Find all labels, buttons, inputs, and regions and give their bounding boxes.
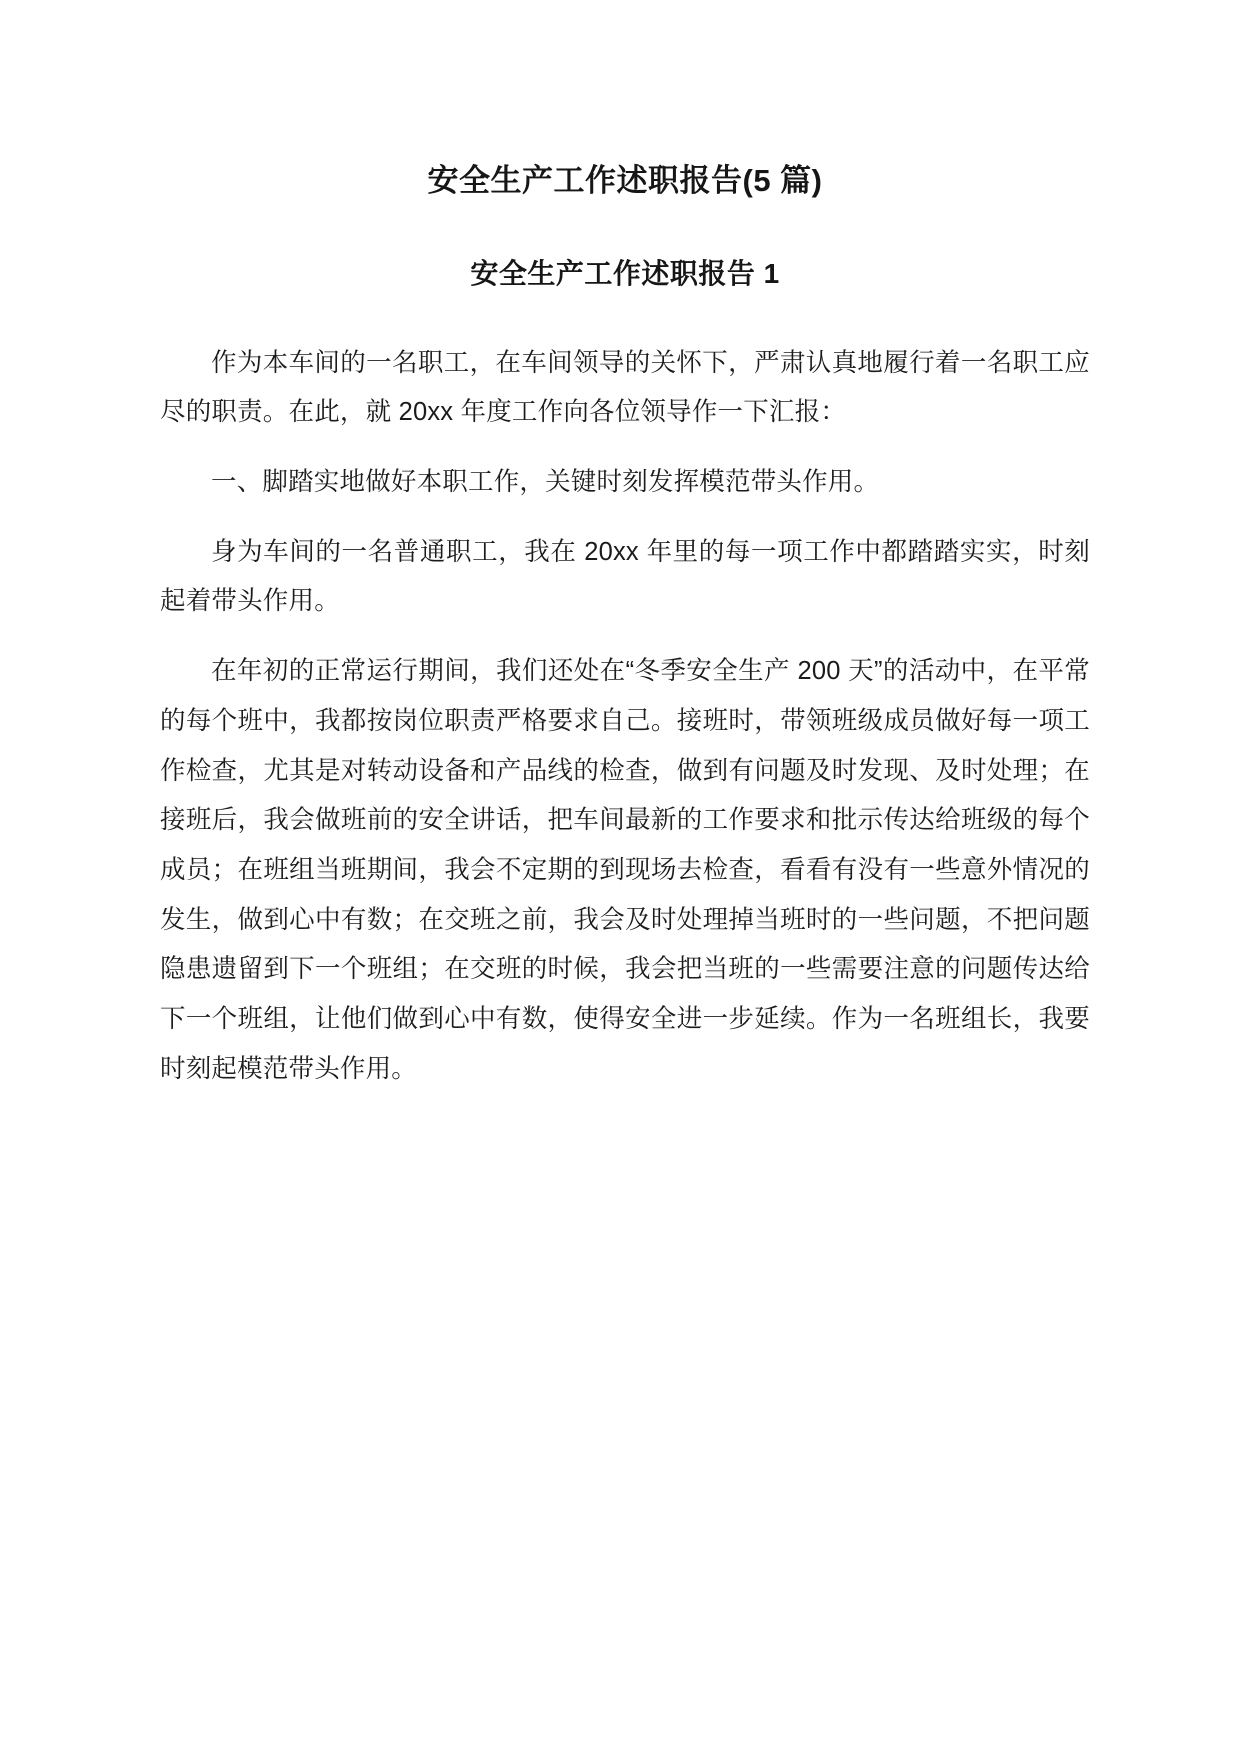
paragraph: 身为车间的一名普通职工，我在 20xx 年里的每一项工作中都踏踏实实，时刻起着带头作用。: [160, 537, 1090, 616]
paragraph: 一、脚踏实地做好本职工作，关键时刻发挥模范带头作用。: [211, 467, 880, 496]
paragraph: 在年初的正常运行期间，我们还处在“冬季安全生产 200 天”的活动中，在平常的每个班中，我都按岗位职责严格要求自己。接班时，带领班级成员做好每一项工作检查，尤其是对转动设备和产品线的检查，做到有问题及时发现、及时处理；在接班后，我会做班前的安全讲话，把车间最新的工作要求和批示传达给班级的每个成员；在班组当班期间，我会不定期的到现场去检查，看看有没有一些意外情况的发生，做到心中有数；在交班之前，我会及时处理掉当班时的一些问题，不把问题隐患遗留到下一个班组；在交班的时候，我会把当班的一些需要注意的问题传达给下一个班组，让他们做到心中有数，使得安全进一步延续。作为一名班组长，我要时刻起模范带头作用。: [160, 657, 1090, 1083]
document-body: [160, 339, 1090, 1095]
paragraph: 作为本车间的一名职工，在车间领导的关怀下，严肃认真地履行着一名职工应尽的职责。在此，就 20xx 年度工作向各位领导作一下汇报：: [160, 348, 1090, 427]
section-heading: 安全生产工作述职报告 1: [470, 257, 780, 289]
page-title: 安全生产工作述职报告(5 篇): [427, 163, 823, 198]
